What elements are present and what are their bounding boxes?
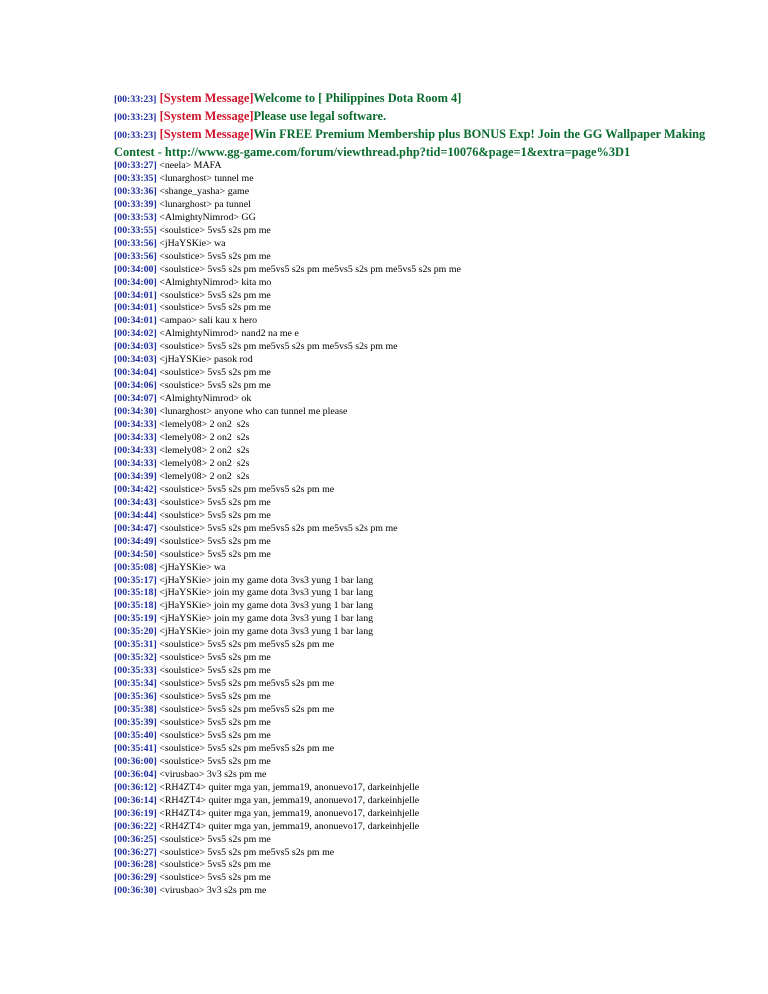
chat-message-line [114,328,734,341]
message-text: <soulstice> 5vs5 s2s pm me5vs5 s2s pm me5vs5 s2s pm me5vs5 s2s pm me [159,263,461,275]
message-text: <RH4ZT4> quiter mga yan, jemma19, anonuevo17, darkeinhjelle [159,794,420,806]
message-text: <lemely08> 2 on2 s2s [159,457,250,469]
system-message-text: Please use legal software. [253,109,387,123]
message-text: <soulstice> 5vs5 s2s pm me [159,833,271,845]
chat-message-line [114,678,734,691]
message-text: <soulstice> 5vs5 s2s pm me [159,859,271,871]
timestamp: [00:35:32] [114,652,157,664]
chat-messages [114,160,734,898]
timestamp: [00:35:34] [114,678,157,690]
system-message-tag: [System Message] [159,91,254,105]
timestamp: [00:35:36] [114,691,157,703]
chat-message-line [114,419,734,432]
message-text: <soulstice> 5vs5 s2s pm me [159,729,271,741]
message-text: <soulstice> 5vs5 s2s pm me5vs5 s2s pm me [159,704,335,716]
message-text: <lemely08> 2 on2 s2s [159,470,250,482]
timestamp: [00:35:18] [114,600,157,612]
message-text: <soulstice> 5vs5 s2s pm me [159,872,271,884]
chat-message-line [114,471,734,484]
chat-message-line [114,432,734,445]
timestamp: [00:34:03] [114,341,157,353]
chat-message-line [114,769,734,782]
chat-message-line [114,315,734,328]
timestamp: [00:36:29] [114,872,157,884]
timestamp: [00:36:12] [114,781,157,793]
timestamp: [00:33:55] [114,224,157,236]
message-text: <lemely08> 2 on2 s2s [159,432,250,444]
timestamp: [00:36:22] [114,820,157,832]
timestamp: [00:34:00] [114,263,157,275]
message-text: <lunarghost> tunnel me [159,172,254,184]
message-text: <soulstice> 5vs5 s2s pm me [159,716,271,728]
chat-message-line [114,380,734,393]
message-text: <jHaYSKie> join my game dota 3vs3 yung 1 bar lang [159,574,374,586]
system-message-line [114,126,734,160]
chat-message-line [114,847,734,860]
message-text: <lunarghost> pa tunnel [159,198,251,210]
system-message-text: Win FREE Premium Membership plus BONUS Exp! Join the GG Wallpaper Making Contest - http://www.gg-game.com/forum/viewthread.php?tid=10076&page=1&extra=page%3D1 [114,127,706,159]
chat-message-line [114,173,734,186]
timestamp: [00:33:23] [114,112,157,123]
timestamp: [00:35:31] [114,639,157,651]
timestamp: [00:34:01] [114,289,157,301]
message-text: <soulstice> 5vs5 s2s pm me [159,289,271,301]
chat-message-line [114,808,734,821]
timestamp: [00:34:03] [114,354,157,366]
chat-message-line [114,199,734,212]
timestamp: [00:35:08] [114,561,157,573]
timestamp: [00:33:27] [114,160,157,171]
timestamp: [00:34:01] [114,302,157,314]
timestamp: [00:33:39] [114,198,157,210]
message-text: <jHaYSKie> join my game dota 3vs3 yung 1 bar lang [159,600,374,612]
timestamp: [00:33:35] [114,172,157,184]
message-text: <jHaYSKie> join my game dota 3vs3 yung 1 bar lang [159,626,374,638]
timestamp: [00:33:23] [114,130,157,141]
timestamp: [00:34:01] [114,315,157,327]
message-text: <soulstice> 5vs5 s2s pm me5vs5 s2s pm me5vs5 s2s pm me [159,522,398,534]
chat-message-line [114,639,734,652]
message-text: <virusbao> 3v3 s2s pm me [159,885,267,897]
chat-message-line [114,251,734,264]
chat-message-line [114,264,734,277]
chat-message-line [114,160,734,173]
message-text: <soulstice> 5vs5 s2s pm me [159,496,271,508]
chat-message-line [114,354,734,367]
chat-message-line [114,497,734,510]
message-text: <ampao> sali kau x hero [159,315,258,327]
timestamp: [00:33:53] [114,211,157,223]
timestamp: [00:35:17] [114,574,157,586]
chat-message-line [114,756,734,769]
message-text: <soulstice> 5vs5 s2s pm me [159,224,271,236]
message-text: <soulstice> 5vs5 s2s pm me5vs5 s2s pm me [159,639,335,651]
message-text: <jHaYSKie> pasok rod [159,354,253,366]
timestamp: [00:36:27] [114,846,157,858]
message-text: <soulstice> 5vs5 s2s pm me5vs5 s2s pm me [159,742,335,754]
system-message-line [114,90,734,108]
chat-message-line [114,445,734,458]
timestamp: [00:33:56] [114,237,157,249]
timestamp: [00:33:56] [114,250,157,262]
timestamp: [00:34:06] [114,380,157,392]
timestamp: [00:34:04] [114,367,157,379]
timestamp: [00:34:33] [114,457,157,469]
timestamp: [00:35:40] [114,729,157,741]
chat-message-line [114,367,734,380]
chat-message-line [114,484,734,497]
system-message-tag: [System Message] [159,127,254,141]
message-text: <soulstice> 5vs5 s2s pm me5vs5 s2s pm me [159,846,335,858]
timestamp: [00:35:33] [114,665,157,677]
timestamp: [00:36:30] [114,885,157,897]
message-text: <shange_yasha> game [159,185,250,197]
chat-message-line [114,795,734,808]
chat-message-line [114,600,734,613]
chat-message-line [114,587,734,600]
message-text: <soulstice> 5vs5 s2s pm me [159,535,271,547]
timestamp: [00:34:39] [114,470,157,482]
timestamp: [00:34:00] [114,276,157,288]
timestamp: [00:34:07] [114,393,157,405]
chat-message-line [114,302,734,315]
message-text: <soulstice> 5vs5 s2s pm me5vs5 s2s pm me [159,678,335,690]
timestamp: [00:34:43] [114,496,157,508]
timestamp: [00:34:33] [114,432,157,444]
chat-message-line [114,613,734,626]
message-text: <soulstice> 5vs5 s2s pm me [159,665,271,677]
timestamp: [00:34:30] [114,406,157,418]
message-text: <soulstice> 5vs5 s2s pm me [159,367,271,379]
message-text: <neela> MAFA [159,160,222,171]
chat-log [114,90,734,898]
message-text: <AlmightyNimrod> GG [159,211,256,223]
timestamp: [00:35:38] [114,704,157,716]
chat-message-line [114,743,734,756]
timestamp: [00:36:25] [114,833,157,845]
chat-message-line [114,730,734,743]
chat-message-line [114,225,734,238]
timestamp: [00:34:44] [114,509,157,521]
chat-message-line [114,341,734,354]
message-text: <jHaYSKie> wa [159,561,226,573]
chat-message-line [114,510,734,523]
chat-message-line [114,626,734,639]
timestamp: [00:36:19] [114,807,157,819]
message-text: <soulstice> 5vs5 s2s pm me [159,250,271,262]
timestamp: [00:35:39] [114,716,157,728]
chat-message-line [114,885,734,898]
timestamp: [00:34:33] [114,419,157,431]
message-text: <jHaYSKie> join my game dota 3vs3 yung 1 bar lang [159,587,374,599]
chat-message-line [114,704,734,717]
message-text: <RH4ZT4> quiter mga yan, jemma19, anonuevo17, darkeinhjelle [159,807,420,819]
chat-message-line [114,782,734,795]
message-text: <soulstice> 5vs5 s2s pm me [159,380,271,392]
chat-message-line [114,665,734,678]
timestamp: [00:35:20] [114,626,157,638]
chat-message-line [114,834,734,847]
chat-message-line [114,212,734,225]
chat-message-line [114,872,734,885]
message-text: <RH4ZT4> quiter mga yan, jemma19, anonuevo17, darkeinhjelle [159,820,420,832]
chat-message-line [114,238,734,251]
chat-message-line [114,186,734,199]
system-message-tag: [System Message] [159,109,254,123]
timestamp: [00:34:33] [114,444,157,456]
message-text: <soulstice> 5vs5 s2s pm me [159,302,271,314]
chat-message-line [114,393,734,406]
message-text: <soulstice> 5vs5 s2s pm me5vs5 s2s pm me [159,483,335,495]
chat-message-line [114,562,734,575]
timestamp: [00:36:14] [114,794,157,806]
chat-message-line [114,691,734,704]
timestamp: [00:33:23] [114,94,157,105]
message-text: <jHaYSKie> wa [159,237,226,249]
timestamp: [00:36:04] [114,768,157,780]
message-text: <soulstice> 5vs5 s2s pm me [159,548,271,560]
chat-message-line [114,717,734,730]
chat-message-line [114,406,734,419]
message-text: <soulstice> 5vs5 s2s pm me [159,691,271,703]
chat-message-line [114,652,734,665]
chat-message-line [114,821,734,834]
timestamp: [00:34:49] [114,535,157,547]
timestamp: [00:35:41] [114,742,157,754]
timestamp: [00:34:42] [114,483,157,495]
message-text: <RH4ZT4> quiter mga yan, jemma19, anonuevo17, darkeinhjelle [159,781,420,793]
timestamp: [00:33:36] [114,185,157,197]
message-text: <lemely08> 2 on2 s2s [159,444,250,456]
chat-message-line [114,859,734,872]
message-text: <soulstice> 5vs5 s2s pm me [159,652,271,664]
message-text: <virusbao> 3v3 s2s pm me [159,768,267,780]
message-text: <jHaYSKie> join my game dota 3vs3 yung 1 bar lang [159,613,374,625]
message-text: <AlmightyNimrod> kita mo [159,276,272,288]
message-text: <soulstice> 5vs5 s2s pm me5vs5 s2s pm me5vs5 s2s pm me [159,341,398,353]
system-message-text: Welcome to [ Philippines Dota Room 4] [253,91,462,105]
timestamp: [00:35:19] [114,613,157,625]
message-text: <lemely08> 2 on2 s2s [159,419,250,431]
chat-message-line [114,575,734,588]
chat-message-line [114,536,734,549]
chat-message-line [114,277,734,290]
message-text: <soulstice> 5vs5 s2s pm me [159,509,271,521]
message-text: <lunarghost> anyone who can tunnel me please [159,406,348,418]
message-text: <AlmightyNimrod> ok [159,393,252,405]
system-message-line [114,108,734,126]
message-text: <AlmightyNimrod> nand2 na me e [159,328,299,340]
timestamp: [00:36:28] [114,859,157,871]
message-text: <soulstice> 5vs5 s2s pm me [159,755,271,767]
timestamp: [00:35:18] [114,587,157,599]
chat-message-line [114,458,734,471]
timestamp: [00:34:02] [114,328,157,340]
chat-message-line [114,290,734,303]
timestamp: [00:34:47] [114,522,157,534]
system-messages [114,90,734,160]
timestamp: [00:34:50] [114,548,157,560]
chat-message-line [114,549,734,562]
chat-message-line [114,523,734,536]
timestamp: [00:36:00] [114,755,157,767]
